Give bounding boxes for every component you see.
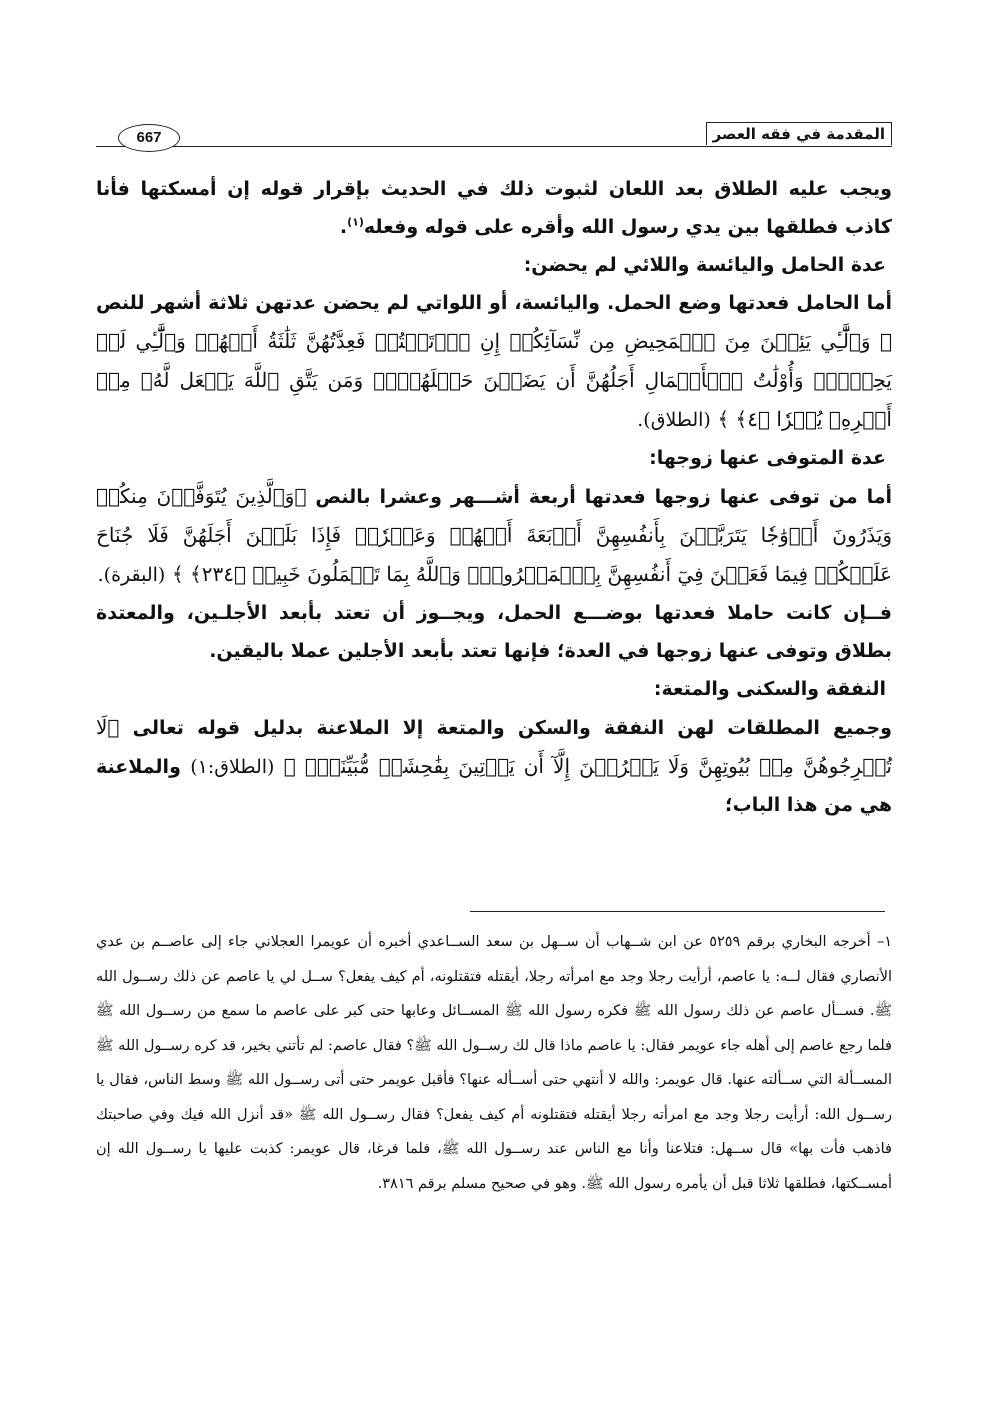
paragraph-5 <box>96 708 892 824</box>
verse-reference-talaq-1: (الطلاق:١) <box>190 756 275 778</box>
paragraph-3-text: أما من توفى عنها زوجها فعدتها أربعة أشـــهر وعشرا بالنص <box>315 486 892 508</box>
verse-reference-talaq: (الطلاق). <box>637 409 711 431</box>
paragraph-5-text: وجميع المطلقات لهن النفقة والسكن والمتعة إلا الملاعنة بدليل قوله تعالى <box>132 717 892 739</box>
paragraph-1-end: . <box>339 216 348 238</box>
book-title: المقدمة في فقه العصر <box>706 122 892 145</box>
heading-widow-waiting: عدة المتوفى عنها زوجها: <box>649 447 886 469</box>
footnote-marker: (١) <box>347 215 364 229</box>
paragraph-3 <box>96 477 892 594</box>
heading-pregnant-waiting: عدة الحامل واليائسة واللائي لم يحضن: <box>523 254 886 276</box>
verse-reference-baqara: (البقرة). <box>97 564 166 586</box>
page-header <box>96 120 892 150</box>
heading-maintenance: النفقة والسكنى والمتعة: <box>653 678 886 700</box>
page-number: 667 <box>118 124 180 152</box>
paragraph-2 <box>96 284 892 439</box>
header-rule <box>96 146 892 147</box>
quran-verse-talaq-4: ﴿ وَٱلَّٰٓـِٔي يَئِسۡنَ مِنَ ٱلۡمَحِيضِ مِن نِّسَآئِكُمۡ إِنِ ٱرۡتَبۡتُمۡ فَعِدَّتُهُنَّ ثَلَٰثَةُ أَشۡهُرٖ وَٱلَّٰٓـِٔي لَمۡ يَحِضۡنَۚ وَأُوْلَٰتُ ٱلۡأَحۡمَالِ أَجَلُهُنَّ أَن يَضَعۡنَ حَمۡلَهُنَّۚ وَمَن يَتَّقِ ٱللَّهَ يَجۡعَل لَّهُۥ مِنۡ أَمۡرِهِۦ يُسۡرٗا ﴿٤﴾ ﴾ <box>96 329 892 431</box>
main-text <box>96 170 892 824</box>
paragraph-4: فــإن كانت حاملا فعدتها بوضـــع الحمل، ويجــوز أن تعتد بأبعد الأجلـين، والمعتدة بطلاق وتوفى عنها زوجها في العدة؛ فإنها تعتد بأبعد الأجلين عملا باليقين. <box>96 602 892 662</box>
paragraph-2-text: أما الحامل فعدتها وضع الحمل. واليائسة، أو اللواتي لم يحضن عدتهن ثلاثة أشهر للنص <box>96 292 892 314</box>
paragraph-5-end: والملاعنة هي من هذا الباب؛ <box>96 756 892 816</box>
footnote-rule <box>470 911 885 912</box>
paragraph-1-text: ويجب عليه الطلاق بعد اللعان لثبوت ذلك في الحديث بإقرار قوله إن أمسكتها فأنا كاذب فطلقها بين يدي رسول الله وأقره على قوله وفعله <box>96 178 892 238</box>
paragraph-1 <box>96 170 892 246</box>
footnote <box>96 925 892 1201</box>
quran-verse-baqara-234: ﴿وَٱلَّذِينَ يُتَوَفَّوۡنَ مِنكُمۡ وَيَذَرُونَ أَزۡوَٰجٗا يَتَرَبَّصۡنَ بِأَنفُسِهِنَّ أَرۡبَعَةَ أَشۡهُرٖ وَعَشۡرٗاۖ فَإِذَا بَلَغۡنَ أَجَلَهُنَّ فَلَا جُنَاحَ عَلَيۡكُمۡ فِيمَا فَعَلۡنَ فِيٓ أَنفُسِهِنَّ بِٱلۡمَعۡرُوفِۗ وَٱللَّهُ بِمَا تَعۡمَلُونَ خَبِيرٞ ﴿٢٣٤﴾ ﴾ <box>96 484 892 586</box>
quran-verse-talaq-1: ﴿لَا تُخۡرِجُوهُنَّ مِنۢ بُيُوتِهِنَّ وَلَا يَخۡرُجۡنَ إِلَّآ أَن يَأۡتِينَ بِفَٰحِشَةٖ مُّبَيِّنَةٖۚ ﴾ <box>96 715 893 778</box>
footnote-text: ١– أخرجه البخاري برقم ٥٢٥٩ عن ابن شــهاب أن ســهل بن سعد الســاعدي أخبره أن عويمرا العجلاني جاء إلى عاصــم بن عدي الأنصاري فقال لــه: يا عاصم، أرأيت رجلا وجد مع امرأته رجلا، أيقتله فتقتلونه، أم كيف يفعل؟ ســل لي يا عاصم عن ذلك رســول الله ﷺ. فســأل عاصم عن ذلك رسول الله ﷺ فكره رسول الله ﷺ المســائل وعابها حتى كبر على عاصم ما سمع من رســول الله ﷺ فلما رجع عاصم إلى أهله جاء عويمر فقال: يا عاصم ماذا قال لك رســول الله ﷺ؟ فقال عاصم: لم تأتني بخير، قد كره رســول الله ﷺ المســألة التي ســألته عنها. قال عويمر: والله لا أنتهي حتى أســأله عنها؟ فأقبل عويمر حتى أتى رســول الله ﷺ وسط الناس، فقال يا رســول الله: أرأيت رجلا وجد مع امرأته رجلا أيقتله فتقتلونه أم كيف يفعل؟ فقال رســول الله ﷺ «قد أنزل الله فيك وفي صاحبتك فاذهب فأت بها» قال ســهل: فتلاعنا وأنا مع الناس عند رســول الله ﷺ، فلما فرغا، قال عويمر: كذبت عليها يا رســول الله إن أمســكتها، فطلقها ثلاثا قبل أن يأمره رسول الله ﷺ. وهو في صحيح مسلم برقم ٣٨١٦. <box>96 934 892 1192</box>
